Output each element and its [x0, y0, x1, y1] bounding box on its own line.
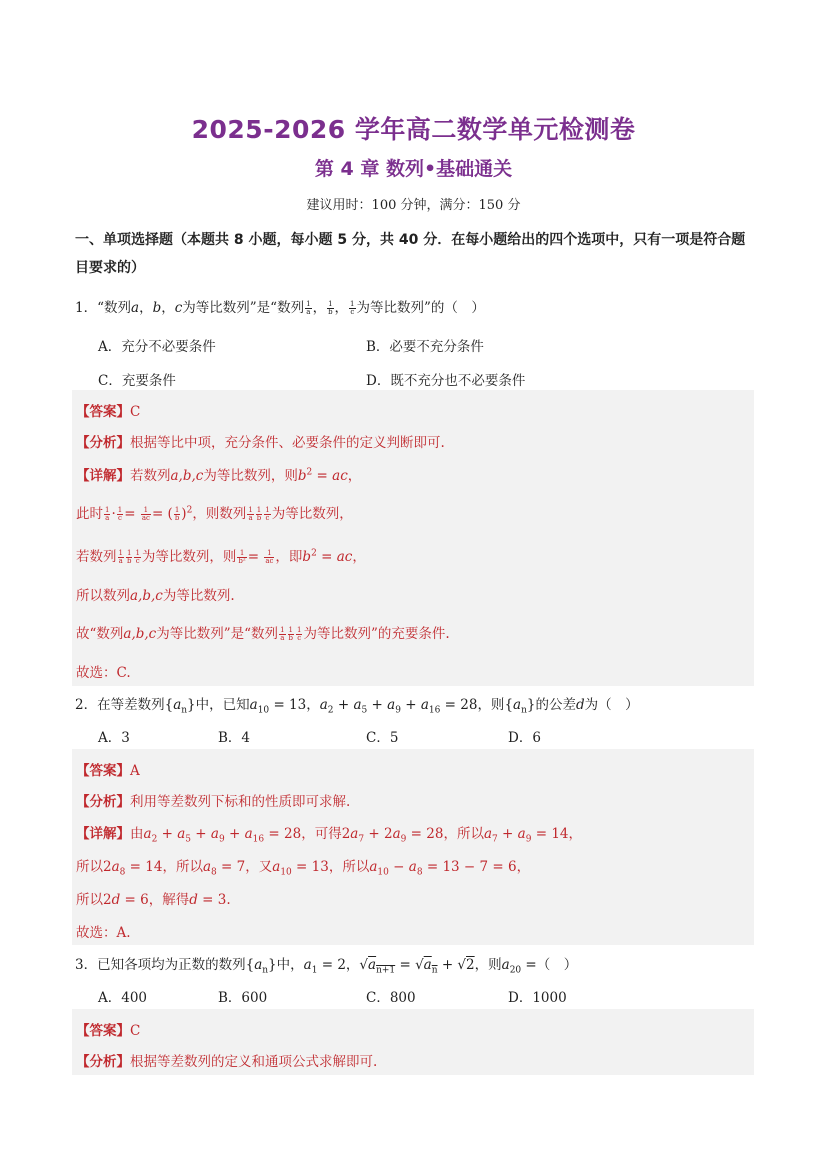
q2-option-c: C．5 [366, 730, 399, 746]
q3-answer: 【答案】C [76, 1023, 141, 1039]
section-heading: 一、单项选择题（本题共 8 小题，每小题 5 分，共 40 分．在每小题给出的四个选项中，只有一项是符合题目要求的） [75, 232, 746, 276]
q2-option-d: D．6 [508, 730, 541, 746]
time-note: 建议用时：100 分钟，满分：150 分 [306, 198, 521, 213]
q1-option-a: A．充分不必要条件 [98, 339, 216, 355]
q2-conclusion: 故选：A. [76, 925, 131, 941]
q3-answer-box [72, 1009, 754, 1075]
q2-option-b: B．4 [218, 730, 251, 746]
q1-conclusion: 故选：C. [76, 665, 131, 681]
q2-detail-line-1: 【详解】由$a_2 + a_5 + a_9 + a_{16} = 28$，可得$2a_7 + 2a_9 = 28$，所以$a_7 + a_9 = 14$， [76, 826, 583, 845]
q3-option-b: B．600 [218, 990, 268, 1006]
question-2-stem: 2．在等差数列$\{a_n\}$中，已知$a_{10} = 13$，$a_2 + a_5 + a_9 + a_{16} = 28$，则$\{a_n\}$的公差d为（ ） [75, 697, 639, 716]
q1-option-b: B．必要不充分条件 [366, 339, 484, 355]
q3-option-a: A．400 [98, 990, 148, 1006]
q2-analysis: 【分析】利用等差数列下标和的性质即可求解. [76, 794, 351, 810]
q1-detail-line-1: 【详解】若数列a,b,c为等比数列，则$b^2$ = ac， [76, 467, 362, 484]
q1-answer: 【答案】C [76, 404, 141, 420]
q1-option-d: D．既不充分也不必要条件 [366, 373, 526, 389]
q1-detail-line-3: 若数列 $\frac{1}{a}$ $\frac{1}{b}$ $\frac{1}{c}$ 为等比数列，则 $\frac{1}{\text{b²}}$ = $\frac{1}{ac}$ ，即$b^2$ = ac， [76, 548, 366, 565]
q2-answer-box [72, 749, 754, 945]
q1-analysis: 【分析】根据等比中项，充分条件、必要条件的定义判断即可. [76, 435, 445, 451]
q1-detail-line-2: 此时 $\frac{1}{a}$ · $\frac{1}{c}$ = $\frac{1}{ac}$ = ( $\frac{1}{b}$ )$^2$，则数列 $\frac{1}{a}$ $\frac{1}{b}$ $\frac{1}{c}$ 为等比数列， [76, 505, 353, 522]
q2-detail-line-2: 所以$2a_8 = 14$，所以$a_8 = 7$，又$a_{10} = 13$，所以$a_{10} - a_8 = 13 - 7 = 6$， [76, 859, 531, 878]
q2-detail-line-3: 所以2d = 6，解得d = 3. [76, 892, 231, 908]
q1-detail-line-5: 故“数列a,b,c为等比数列”是“数列 $\frac{1}{a}$ $\frac{1}{b}$ $\frac{1}{c}$ 为等比数列”的充要条件. [76, 626, 450, 642]
q1-answer-box [72, 390, 754, 686]
q3-analysis: 【分析】根据等差数列的定义和通项公式求解即可. [76, 1054, 378, 1070]
q2-answer: 【答案】A [76, 763, 140, 779]
question-1-stem: 1．“数列a，b，c为等比数列”是“数列 $\frac{1}{a}$ ， $\frac{1}{b}$ ， $\frac{1}{c}$ 为等比数列”的（ ） [75, 300, 485, 316]
q1-detail-line-4: 所以数列a,b,c为等比数列. [76, 588, 235, 604]
question-3-stem: 3．已知各项均为正数的数列$\{a_n\}$中，$a_1 = 2$，$√a_{n+1} = √a_n + √2$，则$a_{20}$ =（ ） [75, 957, 578, 976]
q3-option-d: D．1000 [508, 990, 567, 1006]
q1-option-c: C．充要条件 [98, 373, 176, 389]
q3-option-c: C．800 [366, 990, 416, 1006]
chapter-title: 第 4 章 数列•基础通关 [314, 158, 513, 180]
document-title: 2025-2026 学年高二数学单元检测卷 [191, 115, 636, 144]
q2-option-a: A．3 [98, 730, 130, 746]
